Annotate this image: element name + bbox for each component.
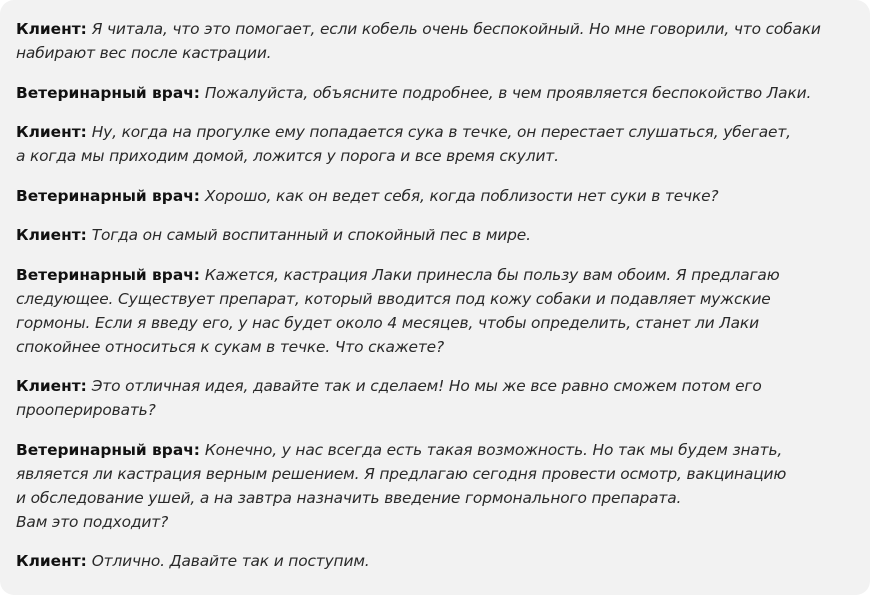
speaker-label: Ветеринарный врач: — [16, 265, 200, 284]
dialogue-entry-8 — [16, 438, 854, 534]
utterance-line: Тогда он самый воспитанный и спокойный пес в мире. — [91, 226, 531, 244]
dialogue-entry-3 — [16, 120, 854, 168]
dialogue-entry-1 — [16, 17, 854, 65]
dialogue-entry-7 — [16, 374, 854, 422]
utterance-line: спокойнее относиться к сукам в течке. Что скажете? — [16, 337, 444, 356]
utterance-line: Кажется, кастрация Лаки принесла бы пользу вам обоим. Я предлагаю — [204, 265, 780, 284]
utterance-line: Я читала, что это помогает, если кобель очень беспокойный. Но мне говорили, что собаки — [91, 20, 821, 38]
speaker-label: Клиент: — [16, 377, 87, 395]
speaker-label: Клиент: — [16, 20, 87, 38]
utterance-line: гормоны. Если я введу его, у нас будет около 4 месяцев, чтобы определить, станет ли Лаки — [16, 313, 759, 332]
speaker-label: Клиент: — [16, 552, 87, 570]
utterance-line: Это отличная идея, давайте так и сделаем! Но мы же все равно сможем потом его — [91, 377, 762, 395]
utterance-line: Пожалуйста, объясните подробнее, в чем проявляется беспокойство Лаки. — [204, 83, 812, 102]
speaker-label: Клиент: — [16, 123, 87, 141]
utterance-line: Отлично. Давайте так и поступим. — [91, 552, 370, 570]
dialogue-entry-5 — [16, 223, 854, 247]
dialogue-entry-2 — [16, 81, 854, 105]
dialogue-entry-6 — [16, 263, 854, 359]
speaker-label: Ветеринарный врач: — [16, 440, 200, 459]
dialogue-entry-9 — [16, 549, 854, 573]
utterance-line: прооперировать? — [16, 401, 156, 419]
utterance-line: набирают вес после кастрации. — [16, 44, 272, 62]
utterance-line: Вам это подходит? — [16, 512, 169, 531]
speaker-label: Ветеринарный врач: — [16, 186, 200, 205]
utterance-line: следующее. Существует препарат, который вводится под кожу собаки и подавляет мужские — [16, 289, 771, 308]
speaker-label: Клиент: — [16, 226, 87, 244]
utterance-line: Конечно, у нас всегда есть такая возможность. Но так мы будем знать, — [204, 440, 783, 459]
utterance-line: Ну, когда на прогулке ему попадается сука в течке, он перестает слушаться, убегает, — [91, 123, 791, 141]
utterance-line: а когда мы приходим домой, ложится у порога и все время скулит. — [16, 147, 559, 165]
utterance-line: является ли кастрация верным решением. Я предлагаю сегодня провести осмотр, вакцинацию — [16, 464, 787, 483]
utterance-line: и обследование ушей, а на завтра назначить введение гормонального препарата. — [16, 488, 682, 507]
utterance-line: Хорошо, как он ведет себя, когда поблизости нет суки в течке? — [204, 186, 719, 205]
dialogue-entry-4 — [16, 184, 854, 208]
speaker-label: Ветеринарный врач: — [16, 83, 200, 102]
